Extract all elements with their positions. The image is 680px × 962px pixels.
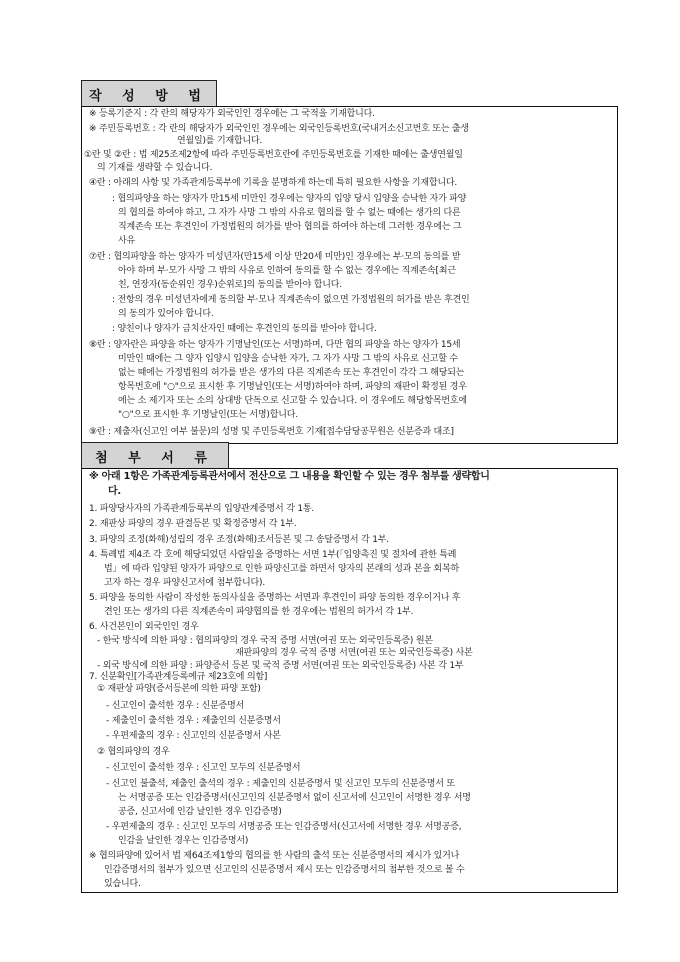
att-line: 공증, 신고서에 인감 날인한 경우 인감증명) [118, 807, 282, 817]
wm-line: ⑦란 : 협의파양을 하는 양자가 미성년자(만15세 이상 만20세 미만)인 경우에는 부·모의 동의를 받 [89, 252, 461, 262]
wm-line: 의 협의를 하여야 하고, 그 자가 사망 그 밖의 사유로 협의를 할 수 없는 때에는 생가의 다른 [118, 208, 461, 218]
att-line: - 우편제출의 경우 : 신고인의 신분증명서 사본 [106, 731, 281, 741]
att-line: 6. 사건본인이 외국인인 경우 [89, 622, 199, 632]
att-line: - 외국 방식에 의한 파양 : 파양증서 등본 및 국적 증명 서면(여권 또는 외국인등록증) 사본 각 1부 [97, 661, 464, 671]
att-line: 재판파양의 경우 국적 증명 서면(여권 또는 외국인등록증) 사본 [235, 648, 473, 658]
att-line: 있습니다. [104, 879, 141, 889]
wm-line: ⑨란 : 제출자(신고인 여부 불문)의 성명 및 주민등록번호 기재[접수담당공무원은 신분증과 대조] [89, 427, 454, 437]
att-line: - 제출인이 출석한 경우 : 제출인의 신분증명서 [106, 716, 281, 726]
att-line: 인감을 날인한 경우는 인감증명서) [118, 836, 249, 846]
wm-line: 미만인 때에는 그 양자 입양시 입양을 승낙한 자가, 그 자가 사망 그 밖의 사유로 신고할 수 [118, 354, 458, 364]
att-line: 고자 하는 경우 파양신고서에 첨부합니다). [104, 578, 266, 588]
wm-line: : 양친이나 양자가 금치산자인 때에는 후견인의 동의를 받아야 합니다. [112, 324, 377, 334]
attachments-title: 첨 부 서 류 [81, 442, 229, 469]
att-line: 법」에 따라 입양된 양자가 파양으로 인한 파양신고를 하면서 양자의 본래의 성과 본을 회복하 [104, 564, 460, 574]
wm-line: ※ 주민등록번호 : 각 란의 해당자가 외국인인 경우에는 외국인등록번호(국내거소신고번호 또는 출생 [89, 124, 469, 134]
att-line: 1. 파양당사자의 가족관계등록부의 입양관계증명서 각 1통. [89, 504, 315, 514]
wm-line: 친, 연장자(동순위인 경우)순위로]의 동의를 받아야 합니다. [118, 280, 342, 290]
wm-line: ⑧란 : 양자란은 파양을 하는 양자가 기명날인(또는 서명)하며, 다만 협의 파양을 하는 양자가 15세 [89, 340, 461, 350]
att-line: - 우편제출의 경우 : 신고인 모두의 서명공증 또는 인감증명서(신고서에 서명한 경우 서명공증, [106, 822, 462, 832]
wm-line: : 협의파양을 하는 양자가 만15세 미만인 경우에는 양자의 입양 당시 입양을 승낙한 자가 파양 [112, 194, 467, 204]
att-line: 다. [108, 486, 121, 497]
wm-line: 에는 소 제기자 또는 소의 상대방 단독으로 신고할 수 있습니다. 이 경우에도 해당항목번호에 [118, 396, 467, 406]
att-line: - 한국 방식에 의한 파양 : 협의파양의 경우 국적 증명 서면(여권 또는 외국인등록증) 원본 [97, 636, 433, 646]
att-line: 4. 특례법 제4조 각 호에 해당되었던 사람임을 증명하는 서면 1부(「입양촉진 및 절차에 관한 특례 [89, 550, 457, 560]
wm-line: ※ 등록기준지 : 각 란의 해당자가 외국인인 경우에는 그 국적을 기재합니다. [89, 109, 375, 119]
att-line: 7. 신분확인[가족관계등록예규 제23호에 의함] [89, 672, 268, 682]
wm-line: 의 기재를 생략할 수 있습니다. [97, 163, 213, 173]
att-line: 5. 파양을 동의한 사람이 작성한 동의사실을 증명하는 서면과 후견인이 파양 동의한 경우이거나 후 [89, 593, 461, 603]
wm-line: "○"으로 표시한 후 기명날인(또는 서명)합니다. [118, 410, 298, 420]
att-line: 2. 재판상 파양의 경우 판결등본 및 확정증명서 각 1부. [89, 519, 297, 529]
att-line: ① 재판상 파양(증서등본에 의한 파양 포함) [97, 684, 261, 694]
wm-line: 아야 하며 부·모가 사망 그 밖의 사유로 인하여 동의를 할 수 없는 경우에는 직계존속[최근 [118, 266, 456, 276]
wm-line: 의 동의가 있어야 합니다. [118, 309, 214, 319]
att-line: 견인 또는 생가의 다른 직계존속이 파양협의를 한 경우에는 법원의 허가서 각 1부. [104, 607, 414, 617]
wm-line: ④란 : 아래의 사항 및 가족관계등록부에 기록을 분명하게 하는데 특히 필요한 사항을 기재합니다. [89, 178, 458, 188]
att-line: - 신고인 불출석, 제출인 출석의 경우 : 제출인의 신분증명서 및 신고인 모두의 신분증명서 또 [106, 779, 455, 789]
writing-method-title: 작 성 방 법 [81, 80, 217, 107]
att-line: - 신고인이 출석한 경우 : 신고인 모두의 신분증명서 [106, 763, 301, 773]
att-line: 3. 파양의 조정(화해)성립의 경우 조정(화해)조서등본 및 그 송달증명서 각 1부. [89, 535, 389, 545]
wm-line: 직계존속 또는 후견인이 가정법원의 허가를 받아 협의를 하여야 하는데 그러한 경우에는 그 [118, 222, 462, 232]
wm-line: 없는 때에는 가정법원의 허가를 받은 생가의 다른 직계존속 또는 후견인이 각각 그 해당되는 [118, 368, 465, 378]
att-line: 인감증명서의 첨부가 있으면 신고인의 신분증명서 제시 또는 인감증명서의 첨부한 것으로 볼 수 [104, 865, 465, 875]
wm-line: ①란 및 ②란 : 법 제25조제2항에 따라 주민등록번호란에 주민등록번호를 기재한 때에는 출생연월일 [84, 150, 463, 160]
att-line: - 신고인이 출석한 경우 : 신분증명서 [106, 701, 245, 711]
wm-line: 연월일)를 기재합니다. [177, 136, 263, 146]
att-line: ※ 아래 1항은 가족관계등록관서에서 전산으로 그 내용을 확인할 수 있는 경우 첨부를 생략합니 [89, 471, 490, 482]
wm-line: : 전항의 경우 미성년자에게 동의할 부·모나 직계존속이 없으면 가정법원의 허가를 받은 후견인 [112, 295, 470, 305]
att-line: 는 서명공증 또는 인감증명서(신고인의 신분증명서 없이 신고서에 신고인이 서명한 경우 서명 [118, 793, 471, 803]
wm-line: 사유 [118, 236, 135, 246]
att-line: ※ 협의파양에 있어서 법 제64조제1항의 협의를 한 사람의 출석 또는 신분증명서의 제시가 있거나 [89, 851, 460, 861]
att-line: ② 협의파양의 경우 [97, 747, 170, 757]
wm-line: 항목번호에 "○"으로 표시한 후 기명날인(또는 서명)하여야 하며, 파양의 재판이 확정된 경우 [118, 382, 467, 392]
